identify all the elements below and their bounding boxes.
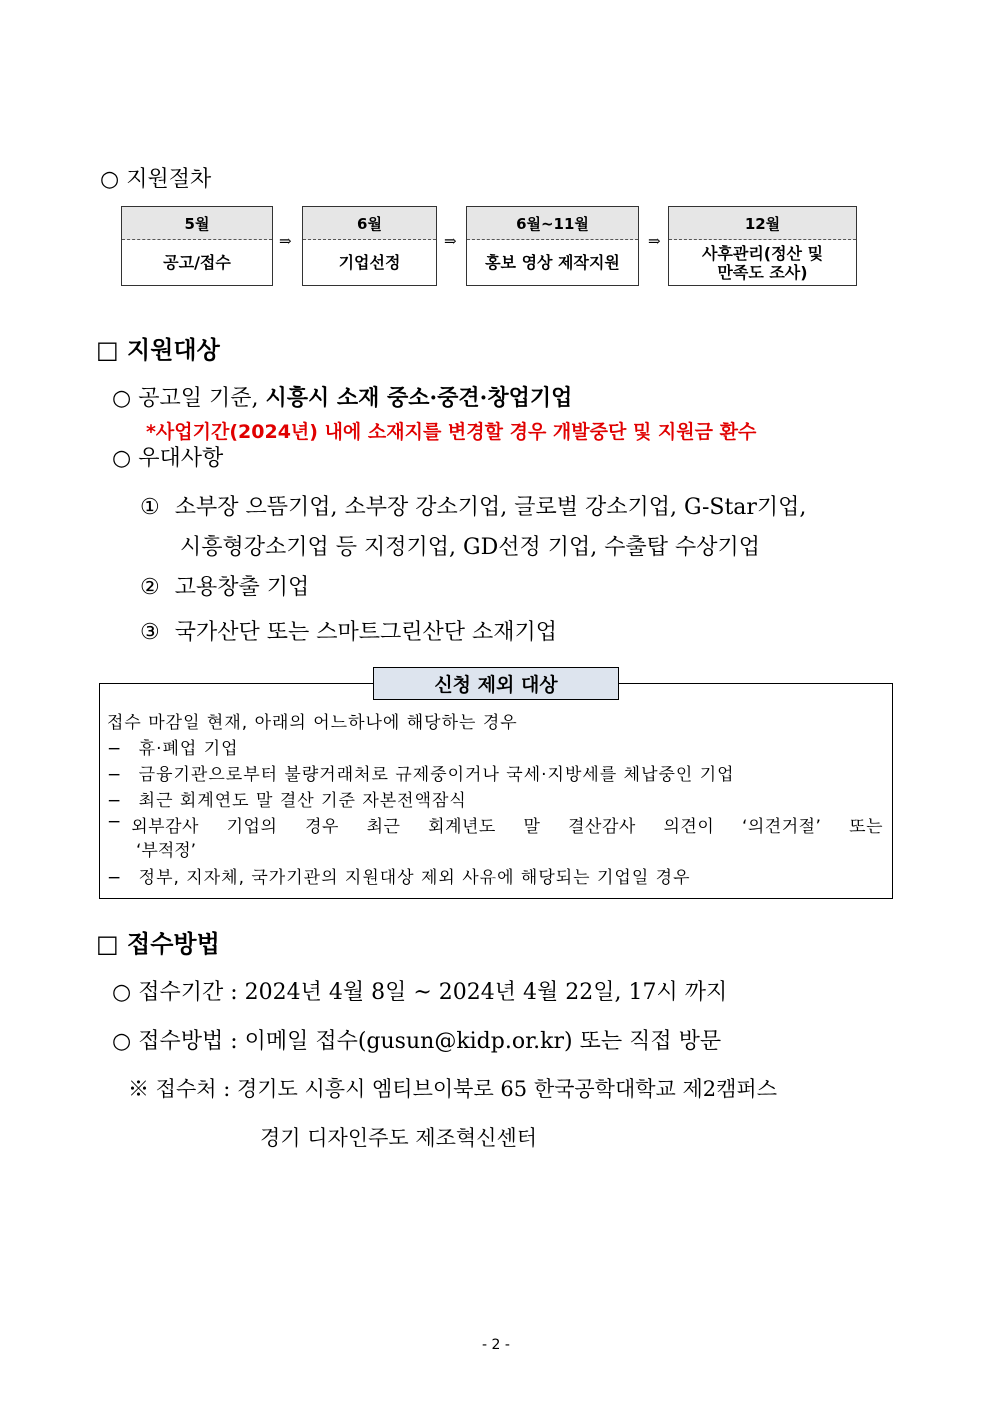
application-title: □ 접수방법 [96,930,220,958]
exclusion-item-text: 외부감사 기업의 경우 최근 회계년도 말 결산감사 의견이 ‘의견거절’ 또는 [131,817,883,837]
preferred-item-1-cont: 시흥형강소기업 등 지정기업, GD선정 기업, 수출탑 수상기업 [180,535,760,560]
procedure-step-2 [302,206,437,286]
step-task-line1: 사후관리(정산 및 [701,243,824,263]
application-place-cont: 경기 디자인주도 제조혁신센터 [260,1126,538,1150]
exclusion-item-text: 휴·폐업 기업 [138,739,239,759]
exclusion-item [107,734,239,759]
exclusion-item-text: 금융기관으로부터 불량거래처로 규제중이거나 국세·지방세를 체납중인 기업 [138,765,735,785]
step-task: 홍보 영상 제작지원 [485,253,620,272]
exclusion-title: 신청 제외 대상 [373,667,619,700]
procedure-step-4 [668,206,857,286]
application-place: ※ 접수처 : 경기도 시흥시 엠티브이북로 65 한국공학대학교 제2캠퍼스 [128,1077,777,1101]
exclusion-item [107,812,883,837]
step-month: 6월 [303,207,436,240]
step-month: 6월~11월 [467,207,638,240]
item-number: ① [140,495,160,520]
exclusion-item-text: 최근 회계연도 말 결산 기준 자본전액잠식 [138,791,467,811]
dash-icon: − [107,791,123,811]
step-task: 공고/접수 [163,253,231,272]
application-period: ○ 접수기간 : 2024년 4월 8일 ~ 2024년 4월 22일, 17시 까지 [112,980,728,1005]
page-number: - 2 - [482,1337,510,1353]
exclusion-item [107,863,691,888]
step-task: 기업선정 [338,253,401,272]
eligibility-line1-prefix: ○ 공고일 기준, [112,386,259,411]
dash-icon: − [107,868,123,888]
arrow-icon: ⇒ [648,232,661,250]
arrow-icon: ⇒ [444,232,457,250]
exclusion-item-cont: ‘부적정’ [136,841,197,861]
eligibility-title: □ 지원대상 [96,336,220,364]
exclusion-item-text: 정부, 지자체, 국가기관의 지원대상 제외 사유에 해당되는 기업일 경우 [138,868,691,888]
step-month: 12월 [669,207,856,240]
preferred-heading: ○ 우대사항 [112,446,224,471]
exclusion-item [107,760,735,785]
procedure-step-1 [121,206,273,286]
preferred-item-1 [140,490,806,521]
item-text: 소부장 으뜸기업, 소부장 강소기업, 글로벌 강소기업, G-Star기업, [174,495,807,520]
procedure-heading: ○ 지원절차 [100,167,212,192]
item-text: 국가산단 또는 스마트그린산단 소재기업 [174,620,557,645]
eligibility-notice: *사업기간(2024년) 내에 소재지를 변경할 경우 개발중단 및 지원금 환수 [146,421,757,443]
application-method: ○ 접수방법 : 이메일 접수(gusun@kidp.or.kr) 또는 직접 방문 [112,1029,722,1054]
preferred-item-3 [140,615,557,646]
dash-icon: − [107,739,123,759]
eligibility-line1-bold: 시흥시 소재 중소·중견·창업기업 [265,385,573,411]
exclusion-item [107,786,467,811]
step-task [669,240,856,285]
dash-icon: − [107,765,123,785]
procedure-step-3 [466,206,639,286]
item-number: ③ [140,620,160,645]
item-number: ② [140,575,160,600]
item-text: 고용창출 기업 [174,575,310,600]
exclusion-intro: 접수 마감일 현재, 아래의 어느하나에 해당하는 경우 [107,713,518,733]
step-task-line2: 만족도 조사) [717,262,808,282]
dash-icon: − [107,812,122,832]
eligibility-line1 [112,381,572,412]
step-month: 5월 [122,207,272,240]
preferred-item-2 [140,570,309,601]
arrow-icon: ⇒ [279,232,292,250]
